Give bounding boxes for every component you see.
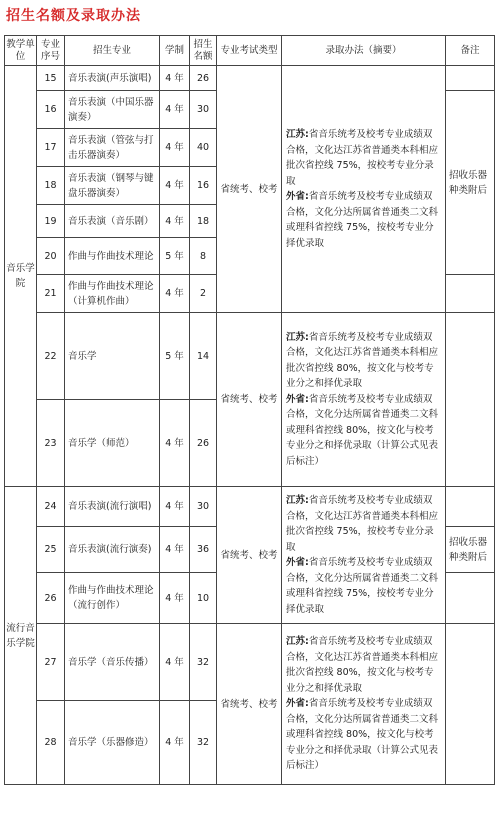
duration-cell: 4 年 [160, 487, 190, 527]
header-seq: 专业序号 [37, 36, 65, 66]
duration-cell: 4 年 [160, 66, 190, 91]
method-label-other: 外省: [286, 557, 309, 568]
seq-cell: 28 [37, 701, 65, 785]
unit-cell: 流行音乐学院 [5, 487, 37, 785]
method-text-other: 省音乐统考及校考专业成绩双合格，文化分达所属省普通类二文科或理科省控线 75%，按校考专业分择优录取 [286, 557, 439, 615]
remark-cell: 招收乐器种类附后 [446, 91, 495, 275]
exam-type-cell: 省统考、校考 [217, 487, 282, 624]
method-label-jiangsu: 江苏: [286, 129, 309, 140]
exam-type-cell: 省统考、校考 [217, 313, 282, 487]
seq-cell: 15 [37, 66, 65, 91]
quota-cell: 30 [190, 487, 217, 527]
method-text-other: 省音乐统考及校考专业成绩双合格，文化分达所属省普通类二文科或理科省控线 80%，按文化与校考专业分之和择优录取（计算公式见表后标注） [286, 393, 439, 467]
quota-cell: 2 [190, 275, 217, 313]
duration-cell: 4 年 [160, 91, 190, 129]
table-row [5, 624, 495, 701]
seq-cell: 21 [37, 275, 65, 313]
exam-type-cell: 省统考、校考 [217, 624, 282, 785]
method-label-jiangsu: 江苏: [286, 331, 309, 343]
seq-cell: 16 [37, 91, 65, 129]
remark-cell [446, 624, 495, 785]
seq-cell: 27 [37, 624, 65, 701]
seq-cell: 17 [37, 129, 65, 167]
remark-cell [446, 487, 495, 527]
major-cell: 音乐学（音乐传播） [65, 624, 160, 701]
major-cell: 音乐表演(声乐演唱) [65, 66, 160, 91]
quota-cell: 16 [190, 167, 217, 205]
major-cell: 音乐表演（钢琴与键盘乐器演奏） [65, 167, 160, 205]
seq-cell: 23 [37, 400, 65, 487]
method-cell [282, 66, 446, 313]
duration-cell: 4 年 [160, 205, 190, 238]
method-text-jiangsu: 省音乐统考及校考专业成绩双合格，文化达江苏省普通类本科相应批次省控线 80%，按文化与校考专业分之和择优录取 [286, 636, 439, 694]
seq-cell: 24 [37, 487, 65, 527]
major-cell: 音乐表演（管弦与打击乐器演奏） [65, 129, 160, 167]
remark-cell [446, 66, 495, 91]
remark-cell [446, 573, 495, 624]
table-row [5, 313, 495, 400]
quota-cell: 26 [190, 400, 217, 487]
quota-cell: 18 [190, 205, 217, 238]
header-unit: 教学单位 [5, 36, 37, 66]
seq-cell: 20 [37, 238, 65, 275]
major-cell: 作曲与作曲技术理论（计算机作曲） [65, 275, 160, 313]
duration-cell: 4 年 [160, 573, 190, 624]
remark-cell [446, 275, 495, 313]
major-cell: 音乐表演（音乐剧） [65, 205, 160, 238]
method-label-other: 外省: [286, 698, 309, 710]
method-text-other: 省音乐统考及校考专业成绩双合格，文化分达所属省普通类二文科或理科省控线 80%，按文化与校考专业分之和择优录取（计算公式见表后标注） [286, 698, 439, 772]
seq-cell: 19 [37, 205, 65, 238]
duration-cell: 4 年 [160, 624, 190, 701]
unit-cell: 音乐学院 [5, 66, 37, 487]
method-text-jiangsu: 省音乐统考及校考专业成绩双合格，文化达江苏省普通类本科相应批次省控线 75%，按校考专业分录取 [286, 495, 439, 553]
header-exam-type: 专业考试类型 [217, 36, 282, 66]
duration-cell: 4 年 [160, 400, 190, 487]
method-label-other: 外省: [286, 393, 309, 405]
method-cell [282, 487, 446, 624]
admissions-table [4, 35, 495, 785]
method-text-jiangsu: 省音乐统考及校考专业成绩双合格，文化达江苏省普通类本科相应批次省控线 80%，按文化与校考专业分之和择优录取 [286, 331, 439, 390]
remark-cell [446, 313, 495, 487]
header-major: 招生专业 [65, 36, 160, 66]
major-cell: 音乐表演(流行演唱) [65, 487, 160, 527]
quota-cell: 36 [190, 527, 217, 573]
method-label-jiangsu: 江苏: [286, 636, 309, 648]
major-cell: 音乐学 [65, 313, 160, 400]
major-cell: 音乐表演(流行演奏) [65, 527, 160, 573]
method-cell [282, 624, 446, 785]
page-title: 招生名额及录取办法 [6, 8, 141, 24]
duration-cell: 4 年 [160, 527, 190, 573]
seq-cell: 26 [37, 573, 65, 624]
method-label-jiangsu: 江苏: [286, 495, 309, 506]
duration-cell: 5 年 [160, 313, 190, 400]
header-row [5, 36, 495, 66]
method-label-other: 外省: [286, 191, 309, 202]
major-cell: 音乐表演（中国乐器演奏） [65, 91, 160, 129]
duration-cell: 5 年 [160, 238, 190, 275]
header-quota: 招生名额 [190, 36, 217, 66]
duration-cell: 4 年 [160, 275, 190, 313]
quota-cell: 40 [190, 129, 217, 167]
seq-cell: 18 [37, 167, 65, 205]
header-method: 录取办法（摘要） [282, 36, 446, 66]
quota-cell: 14 [190, 313, 217, 400]
remark-cell: 招收乐器种类附后 [446, 527, 495, 573]
exam-type-cell: 省统考、校考 [217, 66, 282, 313]
quota-cell: 32 [190, 701, 217, 785]
quota-cell: 32 [190, 624, 217, 701]
quota-cell: 8 [190, 238, 217, 275]
quota-cell: 26 [190, 66, 217, 91]
major-cell: 作曲与作曲技术理论 [65, 238, 160, 275]
major-cell: 作曲与作曲技术理论（流行创作） [65, 573, 160, 624]
quota-cell: 10 [190, 573, 217, 624]
duration-cell: 4 年 [160, 129, 190, 167]
method-text-jiangsu: 省音乐统考及校考专业成绩双合格，文化达江苏省普通类本科相应批次省控线 75%，按校考专业分录取 [286, 129, 439, 187]
seq-cell: 22 [37, 313, 65, 400]
header-remark: 备注 [446, 36, 495, 66]
duration-cell: 4 年 [160, 701, 190, 785]
major-cell: 音乐学（乐器修造） [65, 701, 160, 785]
table-row [5, 487, 495, 527]
method-cell [282, 313, 446, 487]
method-text-other: 省音乐统考及校考专业成绩双合格，文化分达所属省普通类二文科或理科省控线 75%，按校考专业分择优录取 [286, 191, 439, 249]
duration-cell: 4 年 [160, 167, 190, 205]
quota-cell: 30 [190, 91, 217, 129]
seq-cell: 25 [37, 527, 65, 573]
table-row [5, 66, 495, 91]
major-cell: 音乐学（师范） [65, 400, 160, 487]
header-duration: 学制 [160, 36, 190, 66]
